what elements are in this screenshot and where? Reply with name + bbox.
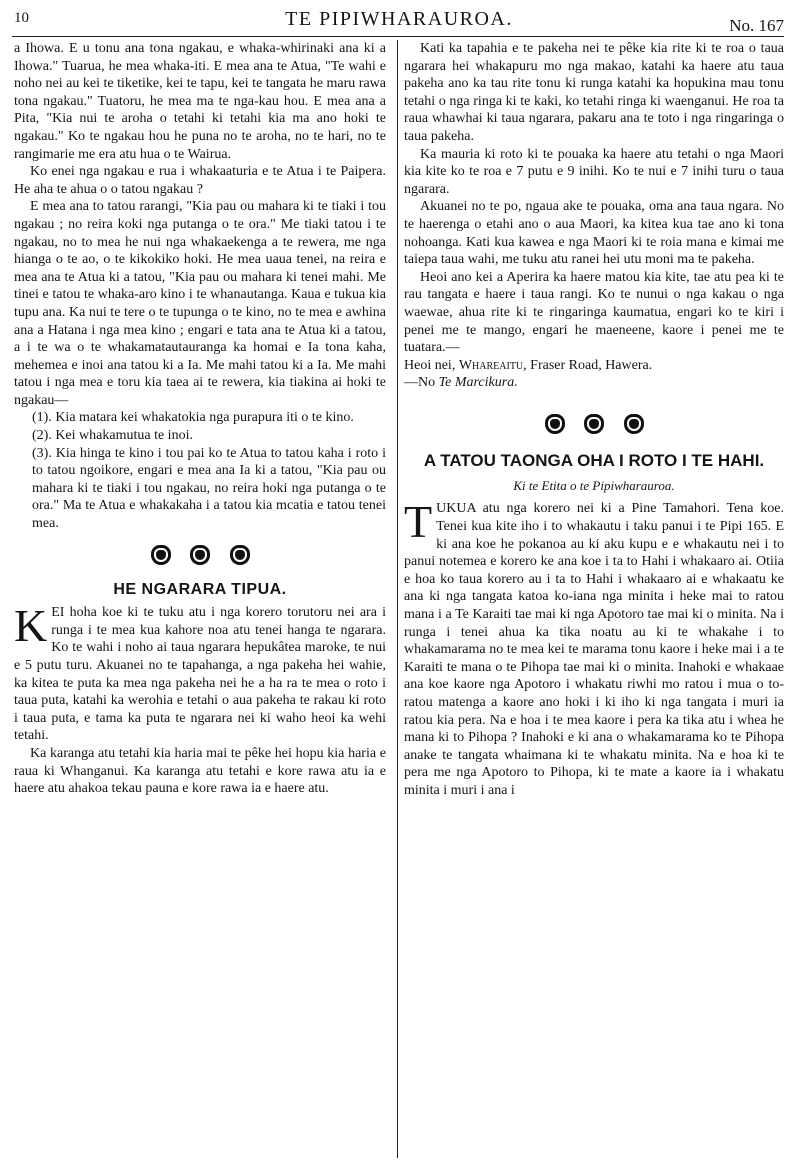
issue-number: No. 167 xyxy=(729,16,784,35)
publication-title: TE PIPIWHARAUROA. xyxy=(285,8,513,30)
paragraph: a Ihowa. E u tonu ana tona ngakau, e whaka-whirinaki ana ki a Ihowa." Tuarua, he mea whaka-iti. E mea ana te Atua, "Te wahi e noho nei au kei te tiketike, kei te tapu, kei te tangata he maru rawa tona ngakau." Tuatoru, he mea ma te nga-kau hou. E mea ana a Pita, "Kia nui te aroha o tetahi ki tetahi kia ma ano hoki te ngakau." Ko te ngakau hou he puna no te aroha, no te hari, no te rangimarie me era atu hua o te Wairua. xyxy=(14,41,386,162)
paragraph: Ka mauria ki roto ki te pouaka ka haere atu tetahi o nga Maori kia kite ko te roa e 7 putu e 9 inihi. Ko te nui e 7 inihi turu o taua ngarara. xyxy=(404,146,784,197)
header-rule xyxy=(12,36,784,37)
article-first-paragraph xyxy=(14,600,386,745)
paragraph: Kati ka tapahia e te pakeha nei te pêke kia rite ki te roa o taua ngarara hei whakapuru mo nga makao, katahi ka haere atu taua pakeha ano ka tau rite tonu ki runga katahi ka hopukina mau tonu tetahi o nga ringa ki te kaki, ko tetahi ringa ki waenganui. He roa ta raua whawhai ki taua ngarara, pakaru ana te toto i nga ringaringa o taua pakeha. xyxy=(404,41,784,144)
signature-name: Whareaitu xyxy=(458,357,524,373)
ornament-divider xyxy=(14,545,386,569)
list-item: (2). Kei whakamutua te inoi. xyxy=(32,428,193,444)
article-first-paragraph xyxy=(404,496,784,799)
paragraph: Ko enei nga ngakau e rua i whakaaturia e te Atua i te Paipera. He aha te ahua o o tatou ngakau ? xyxy=(14,164,386,197)
signature-prefix: Heoi nei, xyxy=(404,357,459,373)
ornament-icon xyxy=(624,414,644,434)
page-number: 10 xyxy=(14,10,29,26)
paragraph: Heoi ano kei a Aperira ka haere matou kia kite, tae atu pea ki te rau tangata e haere i taua rangi. Ko te nunui o nga kakau o nga waewae, ahua rite ki te ringaringa kaumatua, engari ko te kiri i penei me te mango, engari he maeneene, kaore i penei me te tuatara.— xyxy=(404,269,784,356)
source-prefix: —No xyxy=(404,375,439,391)
column-divider xyxy=(397,40,398,1158)
ornament-divider xyxy=(404,414,784,438)
article-heading: A TATOU TAONGA OHA I ROTO I TE HAHI. xyxy=(423,450,765,470)
article-heading: HE NGARARA TIPUA. xyxy=(113,580,287,598)
drop-cap: K xyxy=(14,600,48,652)
left-column xyxy=(14,40,386,798)
article-subtitle: Ki te Etita o te Pipiwharauroa. xyxy=(513,477,675,493)
list-item: (3). Kia hinga te kino i tou pai ko te Atua to tatou kaha i roto i to tatou ngoikore, engari e mea ana Ia ki a tatou, "Kia pau ou mahara ki te tiaki i tou ngakau, no reira hoki nga putanga o te ora." Ma te Atua e whakakaha i a tatou kia mcatia e tatou tenei mea. xyxy=(32,445,386,532)
ornament-icon xyxy=(151,545,171,565)
paragraph: Ka karanga atu tetahi kia haria mai te pêke hei hopu kia haria e raua ki Whanganui. Ka karanga atu tetahi e kore rawa atu ia e haere atu ahakoa tekau pauna e kore rawa ia e haere atu. xyxy=(14,745,386,797)
ornament-icon xyxy=(584,414,604,434)
paragraph-text: EI hoha koe ki te tuku atu i nga korero torutoru nei ara i runga i te mea kua kahore noa atu tenei hanga te ngarara. Ko te wahi i noho ai taua ngarara hepukâtea maroke, te nui e 5 putu turu. Akuanei no te tapahanga, a nga pakeha hei wahie, ka kitea te puta ka mea nga pakeha nei he a ha ra te mea o roto i taua puta, katahi ka werohia e tetahi o aua pakeha te rakau ki roto i taua puta, e tama ka puta te ngarara nei ki waho heoi ka wehi tetahi. xyxy=(14,605,386,744)
right-column xyxy=(404,40,784,800)
ornament-icon xyxy=(230,545,250,565)
list-item: (1). Kia matara kei whakatokia nga purapura iti o te kino. xyxy=(32,410,354,426)
drop-cap: T xyxy=(404,496,433,548)
paragraph-text: UKUA atu nga korero nei ki a Pine Tamahori. Tena koe. Tenei kua kite iho i to whakautu i taku panui i te Pipi 165. E ki ana koe he pokanoa au ki aku kupu e e whakautu nei i to panui notemea e korero ke ana koe i ta to Hahi i whakaaro ai. Otiia e hoa ko taua korero au i ta to Hahi i whakaaro ai e whakaatu ke ana ki nga tangata katoa ko-iana nga minita i heke mai to ratou mana i a Te Karaiti tae mai ki nga Apotoro tae mai ki o minita. Na i runga i tenei ahua ka tika noatu au ki te whakahe i to whakamarama no te mea kei te marama tonu kaore i heke mai i a te Karaiti te mana o te Pihopa tae mai ki o minita. Inahoki e whakaae ana koe kaore nga Apotoro i whakatu riwhi mo ratou i mua o to-ratou matenga a kaore ano hoki i ki iho ki nga tangata i muri ia ratou kia pera. Na e hoa i te mea kaore i pera ka tika atu i whea he mana ki to Pihopa ? Inahoki e ki ana o whakamarama ko te Pihopa anake te tangata whaimana ki te whakatu minita. Na e hoa ki te pera me nga Apotoro to Pihopa, ki te mate a kaore ia i whakatu minita i muri i ana i xyxy=(404,501,784,798)
source-name: Te Marcikura. xyxy=(438,375,518,391)
signature-address: , Fraser Road, Hawera. xyxy=(523,357,653,373)
page-header xyxy=(14,6,784,36)
paragraph: E mea ana to tatou rarangi, "Kia pau ou mahara ki te tiaki i tou ngakau ; no reira koki nga putanga o te ora." Me tiaki tatou i te ngakau, no to mea he nui nga whakaekenga a te rewera, me nga hianga o te ao, o te kikokiko hoki. He mea uaua tenei, na reira e mea ana te Atua ki a tatou, "Kia pau ou mahara ki tenei mahi. Me tinei e tatou te whaka-aro kino i te whanautanga. Kaua e tukua kia tupu ana. Ka nui te tere o te tupunga o te kino, no te mea e awhina ana a Hatana i nga mea kino ; engari e tata ana te Atua ki a tatou, a i te wa o te whakamatautauranga ka homai e Ia tona kaha, mehemea e inoi ana tatou ki a Ia. Me mahi tatou ki a Ia. Me mahi tatou i nga mea e toru kia taea ai te rewera, kia tiakina ai hoki te ngakau— xyxy=(14,199,386,408)
ornament-icon xyxy=(190,545,210,565)
ornament-icon xyxy=(545,414,565,434)
signature xyxy=(404,357,784,392)
paragraph: Akuanei no te po, ngaua ake te pouaka, oma ana taua ngara. No te haerenga o etahi ano o aua Maori, ka kitea kua tae ano ki tona nohoanga. Kati kua kawea e nga Maori ki te roia mana e kimai me taiepa taua wahi, me tuku atu ranei hei utu moni ma te pakeha. xyxy=(404,199,784,268)
